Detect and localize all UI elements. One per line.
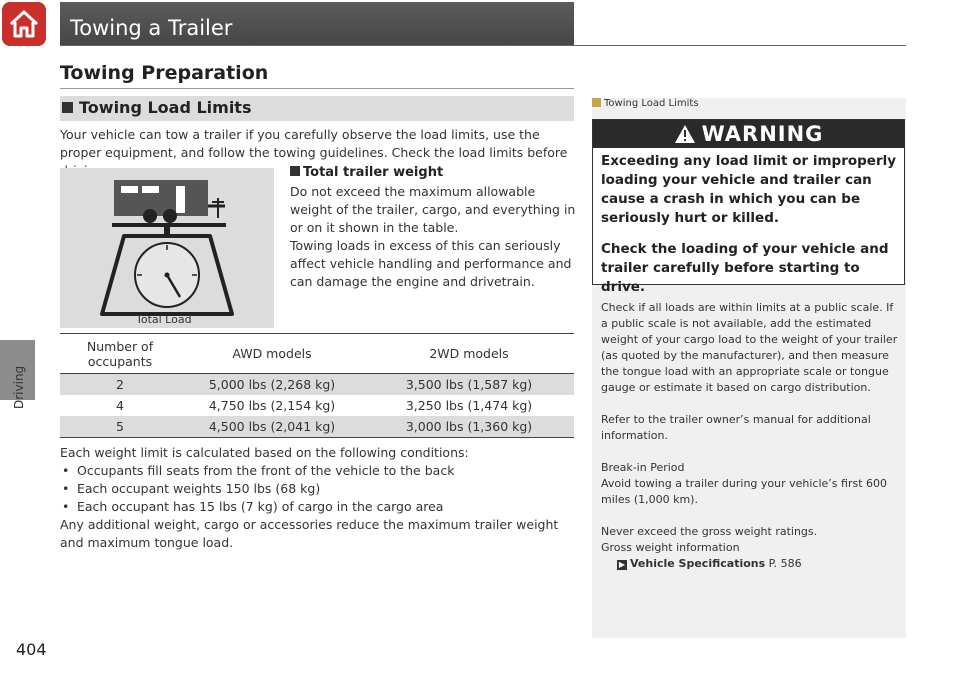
warning-paragraph: Check the loading of your vehicle and trailer carefully before starting to drive. — [601, 241, 889, 295]
spec-reference-link[interactable] — [601, 556, 899, 572]
section-divider — [60, 88, 574, 89]
warning-header — [593, 120, 904, 148]
illustration-label: Total Load — [136, 313, 192, 326]
subsection-title: Towing Load Limits — [62, 98, 251, 117]
warning-text — [601, 152, 899, 309]
header-divider — [60, 45, 906, 46]
notes-caption: Towing Load Limits — [592, 98, 699, 109]
conditions-intro: Each weight limit is calculated based on the following conditions: — [60, 445, 469, 460]
warning-title: WARNING — [701, 122, 824, 146]
table-cell: 3,500 lbs (1,587 kg) — [364, 374, 574, 396]
square-bullet-icon — [290, 166, 300, 176]
page-title: Towing a Trailer — [70, 16, 233, 40]
table-cell: 4,500 lbs (2,041 kg) — [180, 416, 364, 438]
section-title: Towing Preparation — [60, 62, 269, 84]
table-cell: 2 — [60, 374, 180, 396]
table-header-2wd: 2WD models — [364, 334, 574, 374]
warning-paragraph: Exceeding any load limit or improperly loading your vehicle and trailer can cause a crash in which you can be seriously hurt or killed. — [601, 153, 897, 226]
conditions-outro: Any additional weight, cargo or accessories reduce the maximum trailer weight and maximum tongue load. — [60, 517, 559, 550]
chapter-label: Driving — [12, 366, 26, 410]
table-cell: 4,750 lbs (2,154 kg) — [208, 398, 336, 413]
home-button[interactable] — [2, 2, 46, 46]
square-bullet-icon — [62, 102, 73, 113]
trailer-scale-icon — [60, 168, 274, 328]
home-icon — [8, 9, 40, 39]
table-cell: 3,000 lbs (1,360 kg) — [364, 416, 574, 438]
note-paragraph — [601, 460, 899, 508]
note-paragraph: Gross weight information — [601, 541, 740, 554]
reference-label: Vehicle Specifications — [630, 557, 766, 570]
warning-triangle-icon — [674, 124, 696, 144]
total-weight-line: Towing loads in excess of this can seriously affect vehicle handling and performance and can damage the engine and drivetrain. — [290, 238, 572, 289]
note-marker-icon — [592, 98, 601, 107]
table-cell: 4 — [116, 398, 124, 413]
note-paragraph: Refer to the trailer owner’s manual for additional information. — [601, 413, 871, 442]
intro-text: Your vehicle can tow a trailer if you carefully observe the load limits, use the proper equipment, and follow the towing guidelines. Check the load limits before — [60, 127, 568, 160]
total-load-illustration — [60, 168, 274, 328]
total-weight-heading: Total trailer weight — [290, 165, 443, 180]
table-row — [60, 416, 574, 438]
total-weight-line: Do not exceed the maximum allowable weight of the trailer, cargo, and everything in or on it shown in the table. — [290, 184, 576, 235]
table-cell: 3,250 lbs (1,474 kg) — [405, 398, 533, 413]
table-cell: 5 — [60, 416, 180, 438]
total-weight-text — [290, 183, 576, 291]
table-header-row — [60, 334, 574, 374]
page-number: 404 — [16, 640, 47, 659]
list-item: • Each occupant has 15 lbs (7 kg) of cargo in the cargo area — [60, 498, 576, 516]
list-item: • Each occupant weights 150 lbs (68 kg) — [60, 480, 576, 498]
list-item: • Occupants fill seats from the front of the vehicle to the back — [60, 462, 576, 480]
table-cell: 5,000 lbs (2,268 kg) — [180, 374, 364, 396]
table-header-awd: AWD models — [180, 334, 364, 374]
conditions-list — [60, 462, 576, 516]
conditions-block — [60, 444, 576, 552]
break-in-text: Avoid towing a trailer during your vehicle’s first 600 miles (1,000 km). — [601, 477, 888, 506]
reference-arrow-icon: ▶ — [618, 560, 626, 569]
load-limits-table — [60, 333, 574, 438]
reference-page: P. 586 — [768, 557, 802, 570]
table-header-occupants: Number of occupants — [60, 334, 180, 374]
notes-text — [601, 300, 899, 572]
table-row — [60, 395, 574, 416]
note-paragraph: Never exceed the gross weight ratings. — [601, 525, 818, 538]
table-row — [60, 374, 574, 396]
note-paragraph: Check if all loads are within limits at a public scale. If a public scale is not available, add the estimated weight of your cargo load to the weight of your trailer (as quoted by the manufacturer), and then measure the tongue load with an appropriate scale or tongue gauge or estimate it based on cargo distribution. — [601, 301, 898, 394]
break-in-title: Break-in Period — [601, 461, 685, 474]
